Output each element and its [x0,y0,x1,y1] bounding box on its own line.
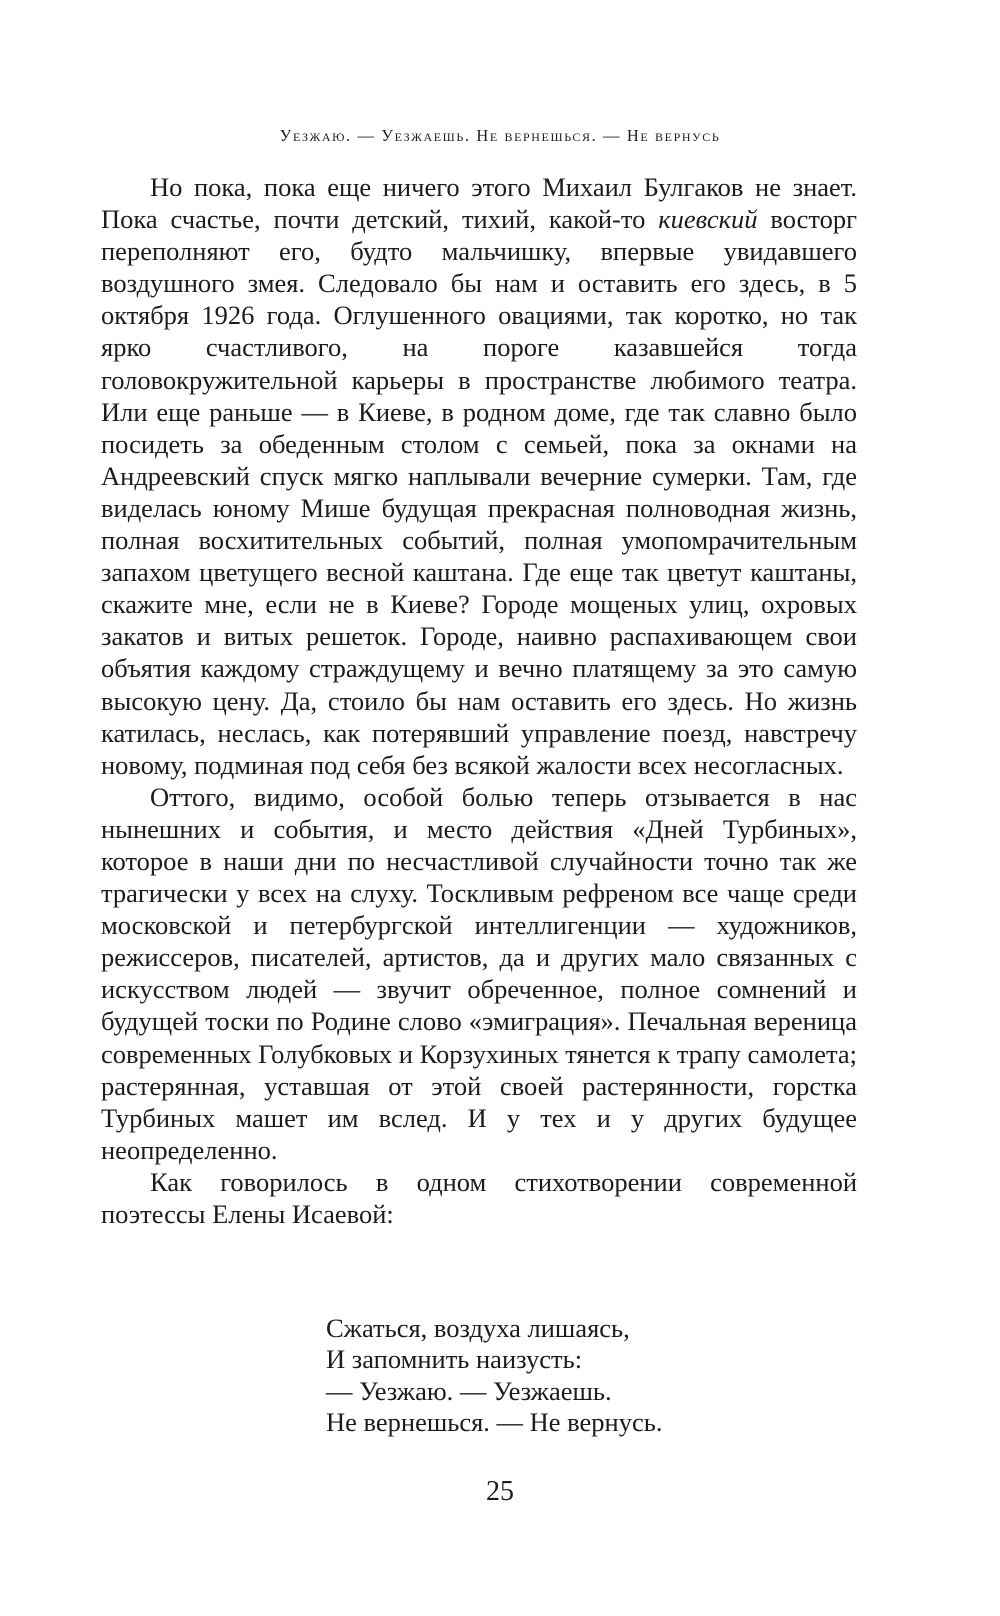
poem-line: Сжаться, воздуха лишаясь, [326,1313,630,1343]
page-number: 25 [486,1476,514,1507]
paragraph-1-italic: киевский [658,204,758,235]
poem-line: — Уезжаю. — Уезжаешь. [326,1375,612,1406]
poem-line: Не вернешься. — Не вернусь. [326,1406,663,1437]
paragraph-1 [101,171,857,781]
paragraph-1-end: восторг переполняют его, будто мальчишку, впервые увидавшего воздушного змея. Следовало бы нам и оставить его здесь, в 5 октября 1926 года. Оглушенного овациями, так коротко, но так ярко счастливого, на пороге казавшейся тогда головокружительной карьеры в пространстве любимого театра. Или еще раньше — в Киеве, в родном доме, где так славно было посидеть за обеденным столом с семьей, пока за окнами на Андреевский спуск мягко наплывали вечерние сумерки. Там, где виделась юному Мише будущая прекрасная полноводная жизнь, полная восхитительных событий, полная умопомрачительным запахом цветущего весной каштана. Где еще так цветут каштаны, скажите мне, если не в Киеве? Городе мощеных улиц, охровых закатов и витых решеток. Городе, наивно распахивающем свои объятия каждому страждущему и вечно платящему за это самую высокую цену. Да, стоило бы нам оставить его здесь. Но жизнь катилась, неслась, как потерявший управление поезд, навстречу новому, подминая под себя без всякой жалости всех несогласных. [101,204,858,780]
paragraph-3: Как говорилось в одном стихотворении современной поэтессы Елены Исаевой: [101,1166,857,1229]
poem-quote [326,1313,662,1438]
paragraph-2: Оттого, видимо, особой болью теперь отзывается в нас нынешних и события, и место действия «Дней Турбиных», которое в наши дни по несчастливой случайности точно так же трагически у всех на слуху. Тоскливым рефреном все чаще среди московской и петербургской интеллигенции — художников, режиссеров, писателей, артистов, да и других мало связанных с искусством людей — звучит обреченное, полное сомнений и будущей тоски по Родине слово «эмиграция». Печальная вереница современных Голубковых и Корзухиных тянется к трапу самолета; растерянная, уставшая от этой своей растерянности, горстка Турбиных машет им вслед. И у тех и у других будущее неопределенно. [101,781,857,1165]
body-text [101,171,857,1230]
paragraph-1-start: Но пока, пока еще ничего этого Михаил Булгаков не знает. Пока счастье, почти детский, тихий, какой-то [101,172,857,235]
poem-line: И запомнить наизусть: [326,1344,583,1375]
running-head: Уезжаю. — Уезжаешь. Не вернешься. — Не вернусь [279,126,721,145]
